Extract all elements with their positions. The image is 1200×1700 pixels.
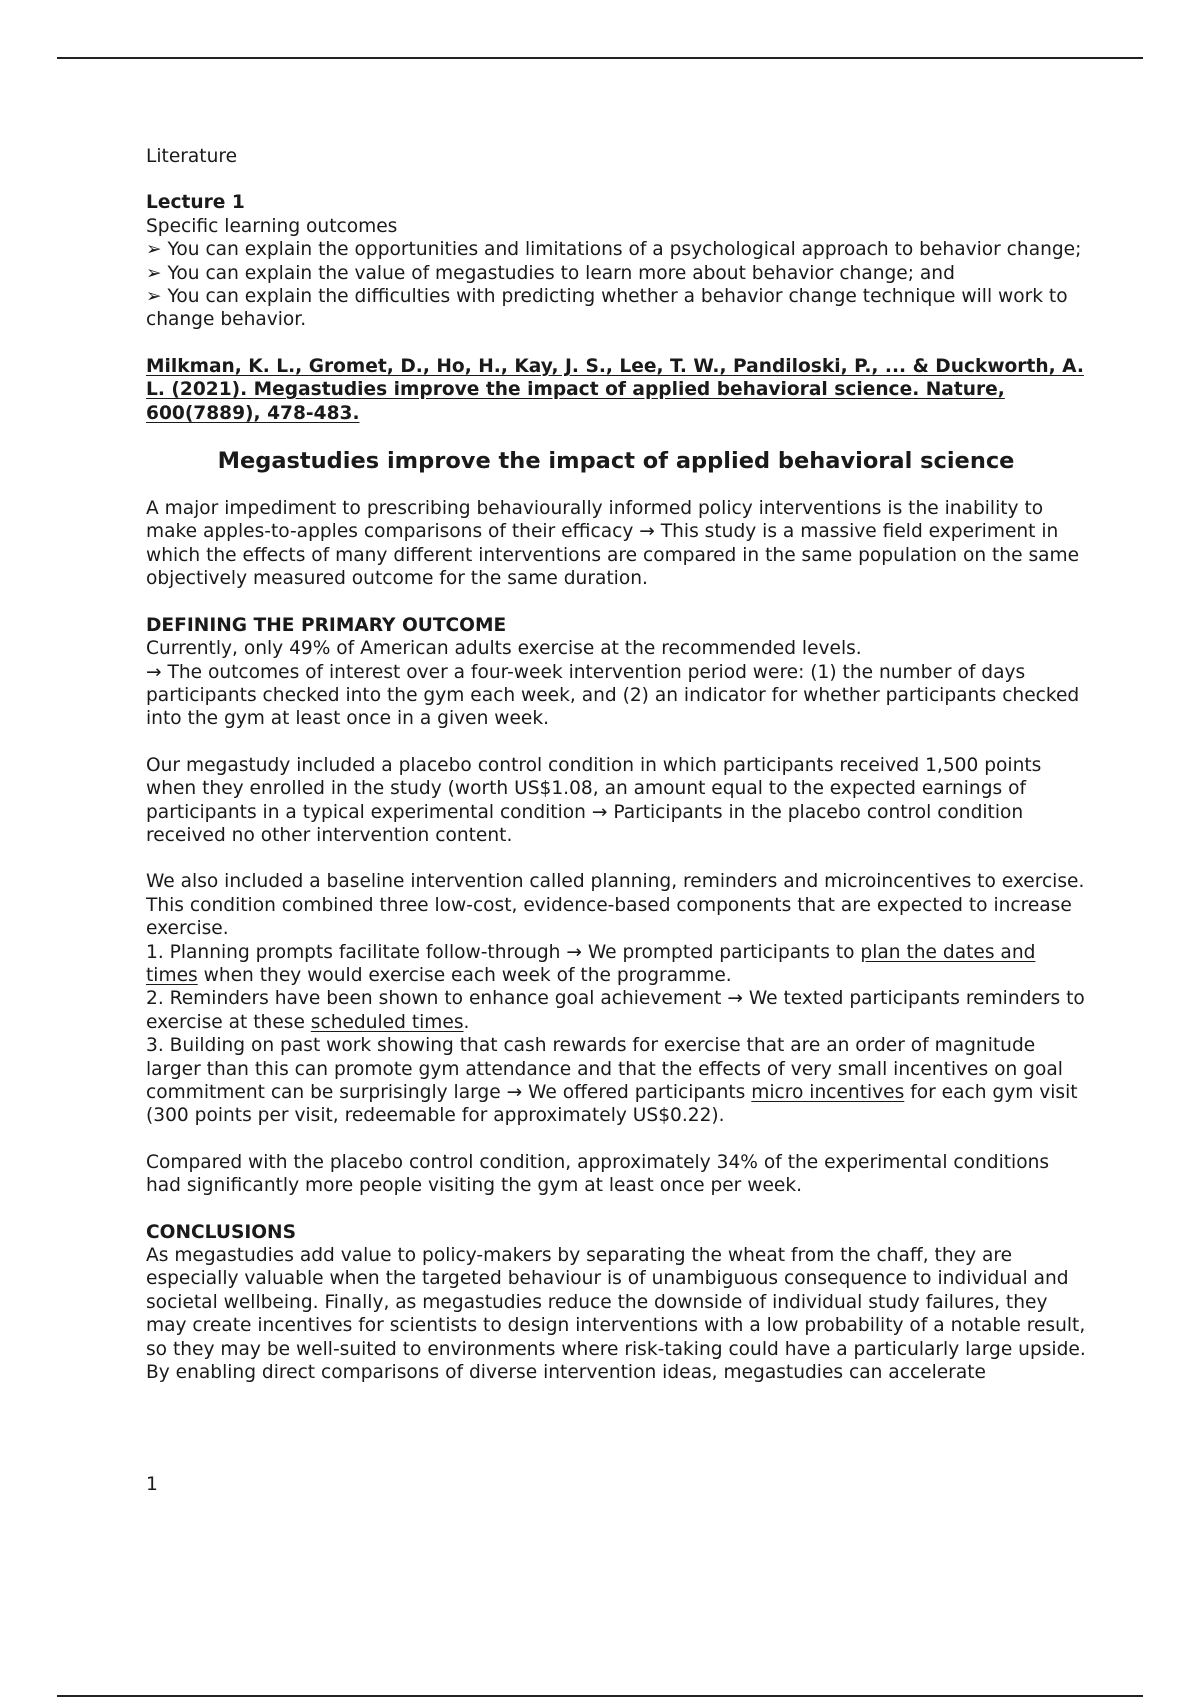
header-rule <box>57 57 1143 59</box>
reference-citation: Milkman, K. L., Gromet, D., Ho, H., Kay, J. S., Lee, T. W., Pandiloski, P., ... & Duckworth, A. L. (2021). Megastudies improve the impact of applied behavioral science. Nature, 600(7889), 478-483. <box>146 355 1084 424</box>
baseline-item-text: 3. Building on past work showing that cash rewards for exercise that are an order of magnitude larger than this can promote gym attendance and that the effects of very small incentives on goal commitment can be surprisingly large → We offered participants <box>146 1035 1063 1103</box>
baseline-item-text: . <box>463 1011 470 1033</box>
conclusions-paragraph: As megastudies add value to policy-makers by separating the wheat from the chaff, they are especially valuable when the targeted behaviour is of unambiguous consequence to individual and societal wellbeing. Finally, as megastudies reduce the downside of individual study failures, they may create incentives for scientists to design interventions with a low probability of a notable result, so they may be well-suited to environments where risk-taking could have a particularly large upside. <box>146 1245 1086 1360</box>
baseline-item-1 <box>146 941 1086 988</box>
primary-outcome-text: → The outcomes of interest over a four-week intervention period were: (1) the number of days participants checked into the gym each week, and (2) an indicator for whether participants checked into the gym at least once in a given week. <box>146 661 1080 730</box>
underlined-phrase: scheduled times <box>310 1011 464 1033</box>
baseline-item-text: when they would exercise each week of the programme. <box>197 964 732 986</box>
article-title: Megastudies improve the impact of applied behavioral science <box>217 448 1015 475</box>
baseline-item-text: for each gym visit (300 points per visit, redeemable for approximately US$0.22). <box>146 1082 1078 1127</box>
conclusions-last-line: By enabling direct comparisons of diverse intervention ideas, megastudies can accelerate <box>146 1362 986 1384</box>
footer-rule <box>57 1695 1143 1697</box>
page-number: 1 <box>146 1474 158 1495</box>
placebo-paragraph: Our megastudy included a placebo control condition in which participants received 1,500 points when they enrolled in the study (worth US$1.08, an amount equal to the expected earnings of participants in a typical experimental condition → Participants in the placebo control condition received no other intervention content. <box>146 754 1042 846</box>
outcome-item: ➢ You can explain the difficulties with predicting whether a behavior change technique will work to change behavior. <box>146 286 1068 331</box>
intro-paragraph: A major impediment to prescribing behaviourally informed policy interventions is the inability to make apples-to-apples comparisons of their efficacy → This study is a massive field experiment in which the effects of many different interventions are compared in the same population on the same objectively measured outcome for the same duration. <box>146 498 1080 590</box>
outcome-item: ➢ You can explain the value of megastudies to learn more about behavior change; and <box>146 262 955 284</box>
underlined-phrase: micro incentives <box>751 1082 905 1103</box>
lecture-title: Lecture 1 <box>146 192 245 214</box>
baseline-item-2 <box>146 987 1086 1034</box>
baseline-item-text: 1. Planning prompts facilitate follow-through → We prompted participants to <box>146 941 861 963</box>
underlined-phrase: plan the dates and times <box>146 941 1036 986</box>
document-body <box>146 145 1086 1384</box>
outcome-item: ➢ You can explain the opportunities and limitations of a psychological approach to behavior change; <box>146 239 1082 261</box>
outcomes-heading: Specific learning outcomes <box>146 215 398 237</box>
baseline-item-3 <box>146 1034 1086 1128</box>
section-label: Literature <box>146 146 238 167</box>
conclusions-heading: CONCLUSIONS <box>146 1221 297 1243</box>
primary-outcome-heading: DEFINING THE PRIMARY OUTCOME <box>146 614 507 636</box>
primary-outcome-text: Currently, only 49% of American adults exercise at the recommended levels. <box>146 638 862 660</box>
baseline-item-text: 2. Reminders have been shown to enhance goal achievement → We texted participants reminders to exercise at these <box>146 988 1085 1033</box>
baseline-intro: We also included a baseline intervention called planning, reminders and microincentives to exercise. This condition combined three low-cost, evidence-based components that are expected to increase exercise. <box>146 871 1085 940</box>
comparison-paragraph: Compared with the placebo control condition, approximately 34% of the experimental conditions had significantly more people visiting the gym at least once per week. <box>146 1151 1050 1197</box>
